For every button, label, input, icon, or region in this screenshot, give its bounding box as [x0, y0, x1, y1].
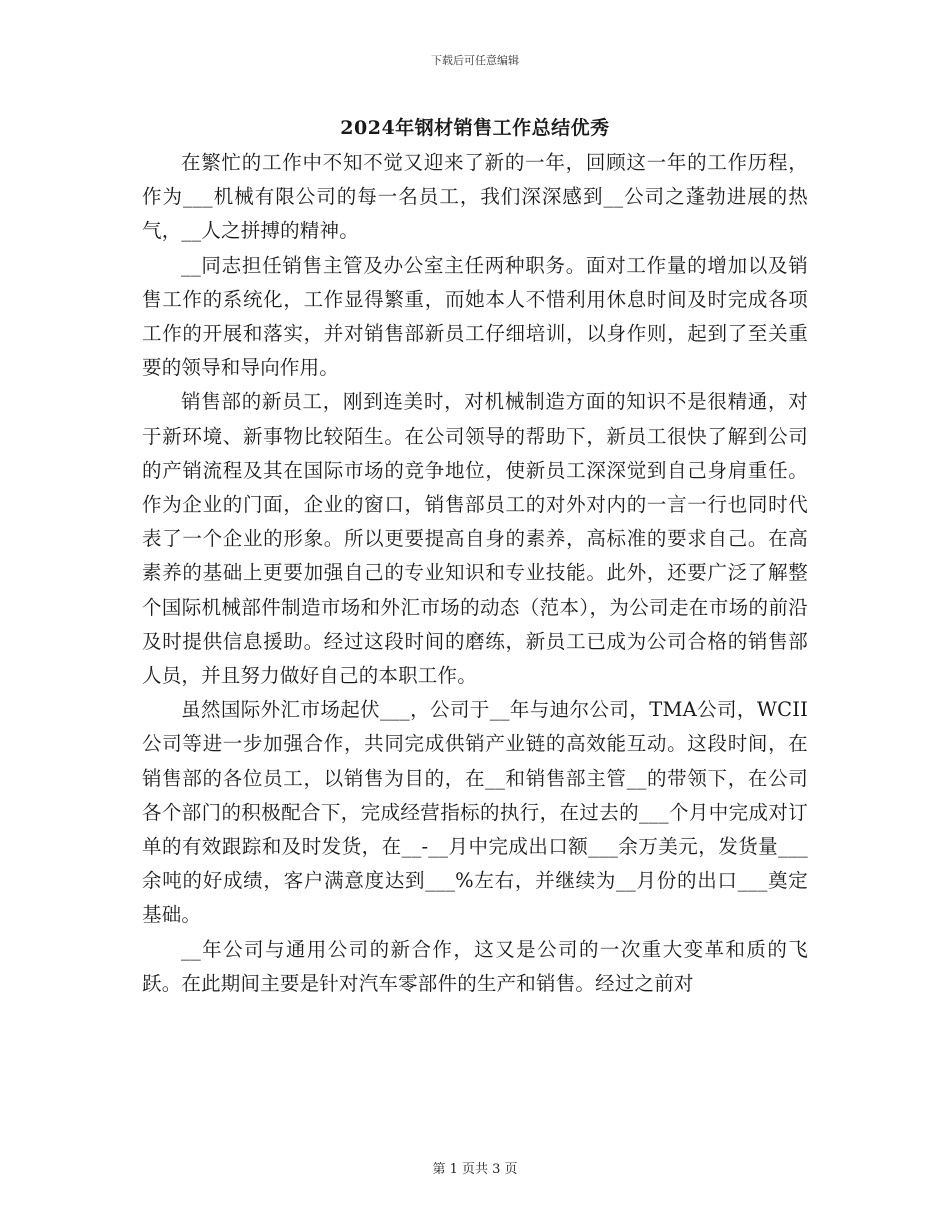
header-note: 下载后可任意编辑	[431, 54, 519, 67]
page-number: 第 1 页共 3 页	[432, 1162, 518, 1177]
document-title: 2024年钢材销售工作总结优秀	[340, 117, 610, 139]
paragraph-1: 在繁忙的工作中不知不觉又迎来了新的一年，回顾这一年的工作历程，作为___机械有限公司的每一名员工，我们深深感到__公司之蓬勃进展的热气，__人之拼搏的精神。	[142, 151, 808, 243]
paragraph-5: __年公司与通用公司的新合作，这又是公司的一次重大变革和质的飞跃。在此期间主要是针对汽车零部件的生产和销售。经过之前对	[142, 937, 808, 995]
paragraph-2: __同志担任销售主管及办公室主任两种职务。面对工作量的增加以及销售工作的系统化，工作显得繁重，而她本人不惜利用休息时间及时完成各项工作的开展和落实，并对销售部新员工仔细培训，以身作则，起到了至关重要的领导和导向作用。	[142, 253, 808, 380]
paragraph-4: 虽然国际外汇市场起伏___，公司于__年与迪尔公司，TMA公司，WCII公司等进一步加强合作，共同完成供销产业链的高效能互动。这段时间，在销售部的各位员工，以销售为目的，在__和销售部主管__的带领下，在公司各个部门的积极配合下，完成经营指标的执行，在过去的___个月中完成对订单的有效跟踪和及时发货，在__-__月中完成出口额___余万美元，发货量___余吨的好成绩，客户满意度达到___%左右，并继续为__月份的出口___奠定基础。	[142, 698, 808, 927]
paragraph-3: 销售部的新员工，刚到连美时，对机械制造方面的知识不是很精通，对于新环境、新事物比较陌生。在公司领导的帮助下，新员工很快了解到公司的产销流程及其在国际市场的竞争地位，使新员工深深觉到自己身肩重任。作为企业的门面，企业的窗口，销售部员工的对外对内的一言一行也同时代表了一个企业的形象。所以更要提高自身的素养，高标准的要求自己。在高素养的基础上更要加强自己的专业知识和专业技能。此外，还要广泛了解整个国际机械部件制造市场和外汇市场的动态（范本），为公司走在市场的前沿及时提供信息援助。经过这段时间的磨练，新员工已成为公司合格的销售部人员，并且努力做好自己的本职工作。	[142, 390, 808, 688]
document-body	[142, 146, 808, 1001]
